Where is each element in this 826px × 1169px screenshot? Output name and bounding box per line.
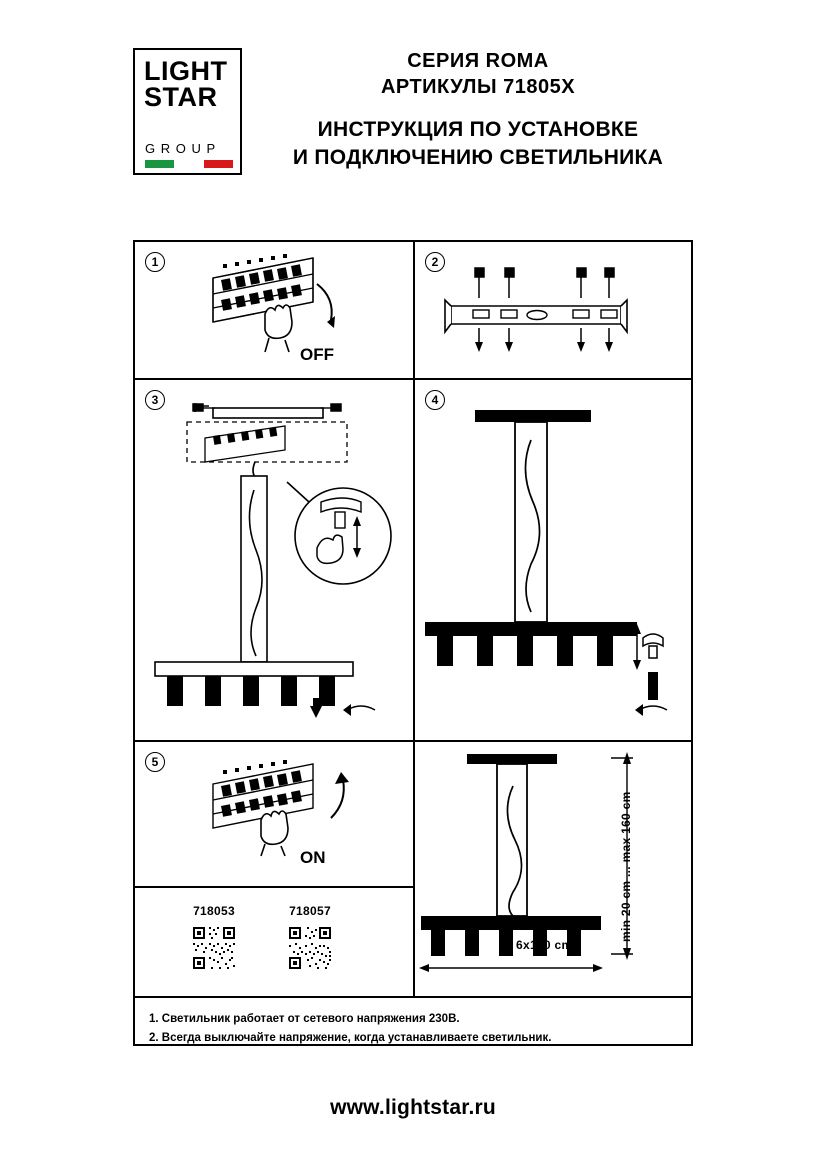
height-dimension-label: min 20 cm ... max 160 cm bbox=[619, 791, 633, 942]
logo-wordmark bbox=[144, 58, 228, 110]
step-number-2: 2 bbox=[425, 252, 445, 272]
step-4-illustration bbox=[415, 380, 691, 742]
note-line-1: 1. Светильник работает от сетевого напряжения 230В. bbox=[149, 1013, 460, 1025]
qr-item-718053[interactable] bbox=[191, 904, 237, 971]
qr-code-icon-1[interactable] bbox=[191, 925, 237, 971]
italy-flag-icon bbox=[145, 160, 233, 168]
step-5-illustration bbox=[135, 742, 415, 888]
step-number-4: 4 bbox=[425, 390, 445, 410]
step-number-3: 3 bbox=[145, 390, 165, 410]
step-1-label-off: OFF bbox=[300, 345, 334, 364]
step-panel-5 bbox=[135, 742, 415, 888]
logo-line-1: LIGHT bbox=[144, 56, 228, 86]
notes-panel bbox=[135, 998, 691, 1044]
instruction-title-line-1: ИНСТРУКЦИЯ ПО УСТАНОВКЕ bbox=[317, 118, 639, 141]
document-header bbox=[133, 48, 693, 188]
step-panel-2 bbox=[415, 242, 691, 380]
qr-panel bbox=[135, 888, 415, 998]
qr-caption-2: 718057 bbox=[289, 904, 331, 918]
step-number-5: 5 bbox=[145, 752, 165, 772]
width-dimension-label: 6x100 cm bbox=[516, 938, 573, 952]
step-panel-4 bbox=[415, 380, 691, 742]
brand-logo bbox=[133, 48, 242, 175]
qr-caption-1: 718053 bbox=[193, 904, 235, 918]
qr-code-icon-2[interactable] bbox=[287, 925, 333, 971]
step-panel-1 bbox=[135, 242, 415, 380]
instruction-title-line-2: И ПОДКЛЮЧЕНИЮ СВЕТИЛЬНИКА bbox=[292, 146, 664, 169]
instruction-panel-grid bbox=[133, 240, 693, 1046]
dimension-panel bbox=[415, 742, 691, 998]
step-5-label-on: ON bbox=[300, 848, 326, 867]
step-panel-3 bbox=[135, 380, 415, 742]
step-number-1: 1 bbox=[145, 252, 165, 272]
logo-line-2: STAR bbox=[144, 82, 218, 112]
step-1-illustration bbox=[135, 242, 415, 380]
qr-item-718057[interactable] bbox=[287, 904, 333, 971]
footer-website[interactable]: www.lightstar.ru bbox=[330, 1096, 496, 1119]
article-numbers: АРТИКУЛЫ 71805X bbox=[380, 76, 576, 98]
title-block bbox=[263, 48, 693, 172]
step-3-illustration bbox=[135, 380, 415, 742]
logo-group-text: G R O U P bbox=[145, 141, 217, 156]
series-title: СЕРИЯ ROMA bbox=[407, 50, 549, 72]
step-2-illustration bbox=[415, 242, 691, 380]
dimension-illustration bbox=[415, 742, 691, 998]
note-line-2: 2. Всегда выключайте напряжение, когда устанавливаете светильник. bbox=[149, 1032, 552, 1044]
